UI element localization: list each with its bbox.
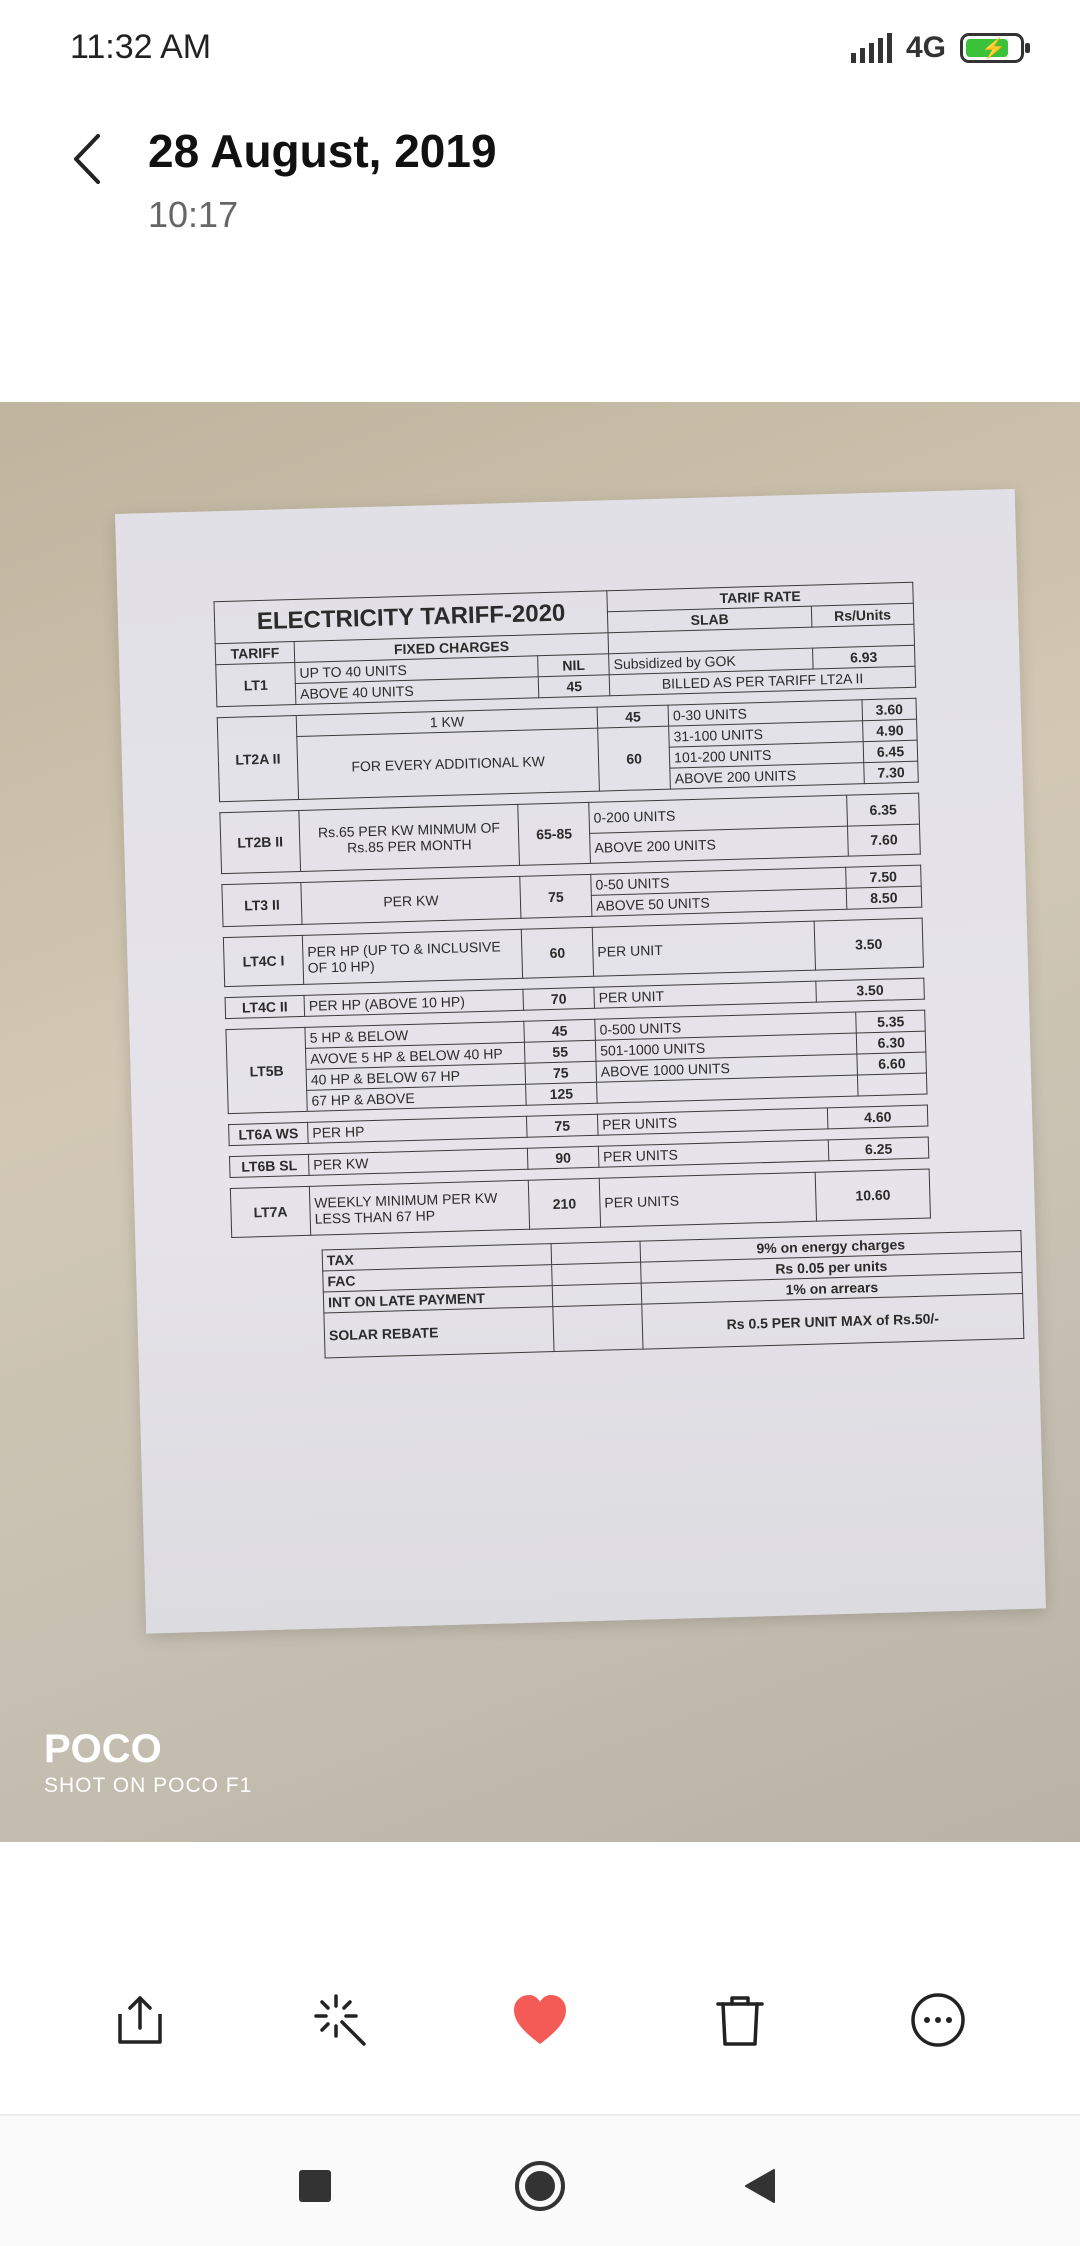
tariff-desc: PER HP (UP TO & INCLUSIVE OF 10 HP) — [302, 929, 522, 984]
tariff-code: LT2B II — [220, 810, 301, 873]
rate: 6.35 — [847, 793, 920, 825]
home-button[interactable] — [500, 2146, 580, 2226]
more-button[interactable] — [888, 1970, 988, 2070]
slab: 0-500 UNITS — [595, 1012, 857, 1040]
tariff-code: LT6A WS — [229, 1122, 309, 1145]
tariff-code: LT6B SL — [229, 1154, 309, 1177]
rate: 6.45 — [863, 740, 918, 762]
tariff-desc: ABOVE 40 UNITS — [295, 677, 539, 705]
slab-note: BILLED AS PER TARIFF LT2A II — [609, 666, 915, 696]
page-subtitle: 10:17 — [148, 194, 239, 235]
tariff-desc: WEEKLY MINIMUM PER KW LESS THAN 67 HP — [309, 1180, 529, 1235]
recents-button[interactable] — [275, 2146, 355, 2226]
rate: 6.25 — [829, 1137, 929, 1161]
charges-table — [322, 1230, 1025, 1359]
rate: 6.60 — [857, 1052, 926, 1075]
nav-back-button[interactable] — [720, 2146, 800, 2226]
tariff-code: LT4C II — [225, 995, 305, 1018]
battery-charging-icon: ⚡ — [960, 33, 1024, 63]
tariff-desc: 67 HP & ABOVE — [307, 1084, 527, 1111]
slab: ABOVE 200 UNITS — [670, 763, 864, 789]
status-bar — [0, 0, 1080, 96]
fixed-charge: 90 — [527, 1146, 599, 1169]
camera-watermark — [44, 1727, 252, 1798]
fixed-charge: 70 — [523, 987, 595, 1010]
tariff-code: LT7A — [230, 1186, 310, 1237]
tariff-desc: FOR EVERY ADDITIONAL KW — [297, 728, 600, 799]
tariff-code: LT4C I — [223, 935, 303, 986]
home-circle-icon — [512, 2158, 568, 2214]
status-time: 11:32 AM — [70, 28, 212, 66]
fixed-charge: 210 — [528, 1178, 600, 1229]
tariff-code: LT3 II — [222, 882, 302, 926]
slab: 0-30 UNITS — [668, 700, 862, 726]
charge-label: SOLAR REBATE — [324, 1307, 554, 1358]
more-icon — [908, 1990, 968, 2050]
document-title: ELECTRICITY TARIFF-2020 — [214, 591, 608, 644]
tariff-paper — [115, 489, 1046, 1634]
col-header-rate: TARIF RATE — [607, 582, 913, 612]
tariff-code: LT5B — [226, 1027, 307, 1113]
slab: Subsidized by GOK — [609, 648, 813, 675]
charge-label: TAX — [322, 1244, 551, 1271]
rate: 10.60 — [815, 1169, 930, 1221]
fixed-charge: NIL — [538, 654, 610, 677]
rate: 3.50 — [816, 978, 925, 1002]
watermark-brand: POCO — [44, 1727, 162, 1771]
photo-viewer[interactable] — [0, 402, 1080, 1842]
slab: 501-1000 UNITS — [595, 1033, 857, 1061]
rate: 4.60 — [828, 1105, 928, 1129]
rate: 7.30 — [864, 761, 919, 783]
slab: ABOVE 200 UNITS — [590, 826, 849, 864]
fixed-charge: 60 — [521, 927, 593, 978]
back-arrow-icon — [60, 124, 120, 194]
delete-button[interactable] — [690, 1970, 790, 2070]
rate: 4.90 — [863, 719, 918, 741]
fixed-charge: 65-85 — [518, 802, 591, 865]
rate: 3.60 — [862, 698, 917, 720]
col-header-slab: SLAB — [608, 606, 812, 633]
slab: PER UNITS — [598, 1140, 829, 1167]
tariff-desc: AVOVE 5 HP & BELOW 40 HP — [305, 1042, 525, 1069]
rate: 6.93 — [812, 645, 915, 669]
charge-value: Rs 0.5 PER UNIT MAX of Rs.50/- — [642, 1293, 1024, 1349]
rate: 6.30 — [857, 1031, 926, 1054]
edit-button[interactable] — [290, 1970, 390, 2070]
watermark-model: SHOT ON POCO F1 — [44, 1774, 253, 1797]
slab: PER UNITS — [597, 1108, 828, 1135]
fixed-charge: 55 — [524, 1040, 596, 1063]
header — [0, 110, 1080, 260]
tariff-desc: PER KW — [308, 1148, 528, 1175]
charge-label: FAC — [323, 1265, 552, 1292]
slab: ABOVE 50 UNITS — [591, 888, 846, 916]
col-header-fixed: FIXED CHARGES — [294, 633, 609, 663]
fixed-charge: 125 — [526, 1082, 598, 1105]
rate: 7.60 — [848, 824, 921, 856]
col-header-units: Rs/Units — [811, 603, 914, 627]
slab: 0-50 UNITS — [591, 867, 846, 895]
share-button[interactable] — [90, 1970, 190, 2070]
rate: 3.50 — [814, 918, 923, 970]
delete-icon — [710, 1990, 770, 2050]
charge-value: 1% on arrears — [641, 1272, 1022, 1304]
slab: ABOVE 1000 UNITS — [596, 1054, 858, 1082]
tariff-document — [213, 582, 940, 1361]
tariff-desc: UP TO 40 UNITS — [295, 656, 539, 684]
edit-magic-icon — [310, 1990, 370, 2050]
back-triangle-icon — [740, 2166, 780, 2206]
share-icon — [110, 1990, 170, 2050]
system-navbar — [0, 2116, 1080, 2246]
slab: 0-200 UNITS — [589, 795, 848, 833]
tariff-code: LT2A II — [217, 716, 298, 802]
tariff-desc: 1 KW — [296, 707, 598, 736]
favorite-button[interactable] — [490, 1970, 590, 2070]
rate: 5.35 — [856, 1010, 925, 1033]
page-title: 28 August, 2019 — [148, 125, 497, 177]
back-button[interactable] — [60, 124, 120, 194]
tariff-desc: 5 HP & BELOW — [305, 1021, 525, 1048]
status-icons — [851, 28, 1024, 68]
fixed-charge: 75 — [520, 874, 592, 918]
fixed-charge: 75 — [526, 1114, 598, 1137]
charge-value: 9% on energy charges — [640, 1230, 1021, 1262]
slab: PER UNIT — [592, 921, 815, 976]
recents-square-icon — [295, 2166, 335, 2206]
tariff-desc: PER HP — [308, 1116, 528, 1143]
signal-icon — [851, 33, 892, 63]
fixed-charge: 45 — [538, 675, 610, 698]
charge-value: Rs 0.05 per units — [641, 1251, 1022, 1283]
slab: 31-100 UNITS — [669, 721, 863, 747]
photo-toolbar — [0, 1960, 1080, 2080]
tariff-desc: PER KW — [301, 876, 521, 924]
slab: PER UNITS — [599, 1172, 816, 1227]
slab: 101-200 UNITS — [669, 742, 863, 768]
tariff-desc: PER HP (ABOVE 10 HP) — [304, 989, 524, 1016]
tariff-desc: 40 HP & BELOW 67 HP — [306, 1063, 526, 1090]
fixed-charge: 45 — [597, 705, 669, 728]
col-header-tariff: TARIFF — [215, 642, 295, 665]
fixed-charge: 60 — [598, 726, 671, 791]
tariff-desc: Rs.65 PER KW MINMUM OF Rs.85 PER MONTH — [299, 804, 520, 871]
tariff-table — [213, 582, 916, 708]
slab: PER UNIT — [594, 981, 816, 1008]
favorite-heart-icon — [510, 1990, 570, 2050]
charge-label: INT ON LATE PAYMENT — [323, 1286, 552, 1313]
fixed-charge: 45 — [524, 1019, 596, 1042]
rate: 7.50 — [845, 865, 921, 888]
rate: 8.50 — [846, 886, 922, 909]
network-type: 4G — [905, 31, 946, 64]
tariff-code: LT1 — [216, 663, 296, 707]
fixed-charge: 75 — [525, 1061, 597, 1084]
